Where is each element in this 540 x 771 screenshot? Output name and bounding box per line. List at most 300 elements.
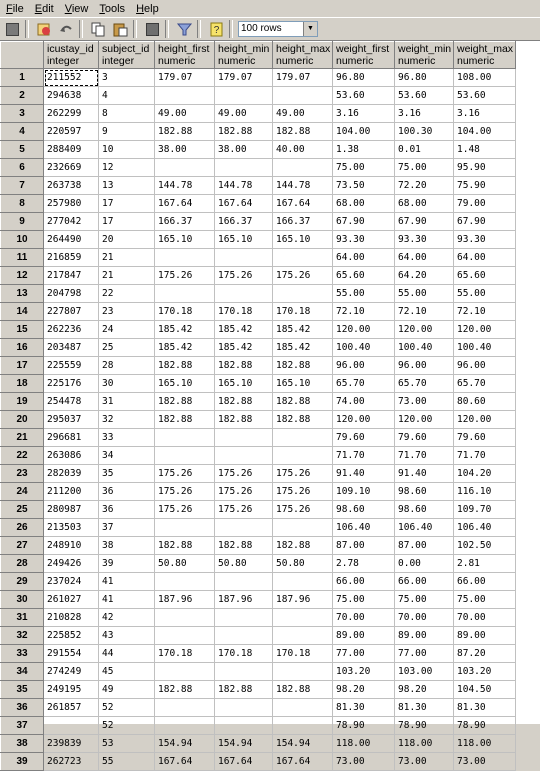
cell-weight-max[interactable]: 80.60 <box>454 393 516 411</box>
table-row[interactable] <box>1 465 516 483</box>
column-header-icustay-id[interactable] <box>44 42 99 69</box>
row-number[interactable]: 10 <box>1 231 44 249</box>
refresh-button[interactable] <box>34 20 54 38</box>
cell-weight-min[interactable]: 91.40 <box>395 465 454 483</box>
cell-weight-max[interactable]: 67.90 <box>454 213 516 231</box>
cell-weight-max[interactable]: 75.00 <box>454 591 516 609</box>
cell-subject-id[interactable]: 44 <box>99 645 155 663</box>
cell-subject-id[interactable]: 9 <box>99 123 155 141</box>
cell-icustay-id[interactable]: 203487 <box>44 339 99 357</box>
cell-height-max[interactable] <box>273 285 333 303</box>
table-row[interactable] <box>1 195 516 213</box>
copy-button[interactable] <box>88 20 108 38</box>
cell-icustay-id[interactable]: 254478 <box>44 393 99 411</box>
table-row[interactable] <box>1 231 516 249</box>
cell-weight-first[interactable]: 77.00 <box>333 645 395 663</box>
cell-weight-min[interactable]: 3.16 <box>395 105 454 123</box>
row-number[interactable]: 32 <box>1 627 44 645</box>
column-header-height-first[interactable] <box>155 42 215 69</box>
cell-height-min[interactable]: 182.88 <box>215 357 273 375</box>
cell-subject-id[interactable]: 41 <box>99 573 155 591</box>
cell-height-min[interactable]: 175.26 <box>215 267 273 285</box>
cell-weight-min[interactable]: 72.10 <box>395 303 454 321</box>
cell-height-min[interactable]: 49.00 <box>215 105 273 123</box>
cell-icustay-id[interactable]: 288409 <box>44 141 99 159</box>
cell-height-max[interactable]: 182.88 <box>273 123 333 141</box>
row-number[interactable]: 8 <box>1 195 44 213</box>
cell-weight-min[interactable]: 77.00 <box>395 645 454 663</box>
cell-weight-max[interactable]: 120.00 <box>454 411 516 429</box>
cell-height-max[interactable]: 175.26 <box>273 465 333 483</box>
menu-item-tools[interactable] <box>93 3 130 15</box>
cell-weight-max[interactable]: 79.60 <box>454 429 516 447</box>
cell-height-max[interactable]: 182.88 <box>273 537 333 555</box>
cell-height-first[interactable]: 165.10 <box>155 375 215 393</box>
table-row[interactable] <box>1 339 516 357</box>
cell-height-min[interactable]: 182.88 <box>215 123 273 141</box>
cell-height-min[interactable] <box>215 573 273 591</box>
cell-subject-id[interactable]: 36 <box>99 501 155 519</box>
cell-weight-max[interactable]: 95.90 <box>454 159 516 177</box>
table-row[interactable] <box>1 519 516 537</box>
cell-subject-id[interactable]: 24 <box>99 321 155 339</box>
cell-height-max[interactable]: 50.80 <box>273 555 333 573</box>
cell-height-min[interactable]: 175.26 <box>215 465 273 483</box>
cell-height-min[interactable]: 170.18 <box>215 303 273 321</box>
table-row[interactable] <box>1 663 516 681</box>
undo-button[interactable] <box>56 20 76 38</box>
cell-weight-max[interactable]: 104.50 <box>454 681 516 699</box>
cell-height-first[interactable]: 182.88 <box>155 123 215 141</box>
cell-height-min[interactable]: 50.80 <box>215 555 273 573</box>
cell-weight-max[interactable]: 81.30 <box>454 699 516 717</box>
cell-height-first[interactable]: 175.26 <box>155 483 215 501</box>
cell-height-first[interactable] <box>155 627 215 645</box>
cell-weight-max[interactable]: 102.50 <box>454 537 516 555</box>
row-number[interactable]: 19 <box>1 393 44 411</box>
cell-icustay-id[interactable]: 211200 <box>44 483 99 501</box>
cell-height-first[interactable]: 185.42 <box>155 321 215 339</box>
cell-subject-id[interactable]: 37 <box>99 519 155 537</box>
cell-weight-max[interactable]: 72.10 <box>454 303 516 321</box>
table-row[interactable] <box>1 267 516 285</box>
table-row[interactable] <box>1 717 516 735</box>
cell-weight-first[interactable]: 75.00 <box>333 159 395 177</box>
cell-height-min[interactable]: 182.88 <box>215 537 273 555</box>
row-number[interactable]: 18 <box>1 375 44 393</box>
cell-height-min[interactable]: 187.96 <box>215 591 273 609</box>
cell-height-max[interactable]: 185.42 <box>273 339 333 357</box>
cell-weight-min[interactable]: 73.00 <box>395 393 454 411</box>
cell-height-first[interactable]: 165.10 <box>155 231 215 249</box>
cell-weight-max[interactable]: 75.90 <box>454 177 516 195</box>
row-number[interactable]: 6 <box>1 159 44 177</box>
cell-icustay-id[interactable]: 248910 <box>44 537 99 555</box>
cell-height-max[interactable]: 144.78 <box>273 177 333 195</box>
table-row[interactable] <box>1 609 516 627</box>
row-number[interactable]: 7 <box>1 177 44 195</box>
cell-height-min[interactable]: 179.07 <box>215 69 273 87</box>
cell-weight-min[interactable]: 120.00 <box>395 321 454 339</box>
table-row[interactable] <box>1 645 516 663</box>
row-number[interactable]: 3 <box>1 105 44 123</box>
cell-height-min[interactable]: 175.26 <box>215 483 273 501</box>
cell-subject-id[interactable]: 35 <box>99 465 155 483</box>
cell-weight-max[interactable]: 70.00 <box>454 609 516 627</box>
table-row[interactable] <box>1 303 516 321</box>
cell-icustay-id[interactable]: 232669 <box>44 159 99 177</box>
cell-weight-first[interactable]: 78.90 <box>333 717 395 735</box>
cell-weight-max[interactable]: 73.00 <box>454 753 516 771</box>
cell-weight-max[interactable]: 116.10 <box>454 483 516 501</box>
cell-weight-first[interactable]: 81.30 <box>333 699 395 717</box>
cell-weight-min[interactable]: 118.00 <box>395 735 454 753</box>
table-row[interactable] <box>1 321 516 339</box>
cell-subject-id[interactable]: 30 <box>99 375 155 393</box>
row-number[interactable]: 20 <box>1 411 44 429</box>
cell-subject-id[interactable]: 38 <box>99 537 155 555</box>
cell-height-first[interactable]: 170.18 <box>155 303 215 321</box>
row-number[interactable]: 37 <box>1 717 44 735</box>
cell-height-max[interactable] <box>273 573 333 591</box>
table-row[interactable] <box>1 285 516 303</box>
menu-item-help[interactable] <box>130 3 164 15</box>
cell-height-max[interactable]: 182.88 <box>273 393 333 411</box>
cell-icustay-id[interactable]: 220597 <box>44 123 99 141</box>
cell-height-max[interactable]: 182.88 <box>273 357 333 375</box>
row-number[interactable]: 28 <box>1 555 44 573</box>
cell-weight-max[interactable]: 55.00 <box>454 285 516 303</box>
cell-weight-first[interactable]: 98.60 <box>333 501 395 519</box>
cell-height-min[interactable] <box>215 249 273 267</box>
cell-height-min[interactable]: 167.64 <box>215 753 273 771</box>
cell-height-first[interactable]: 182.88 <box>155 681 215 699</box>
cell-icustay-id[interactable]: 239839 <box>44 735 99 753</box>
cell-weight-first[interactable]: 74.00 <box>333 393 395 411</box>
row-number[interactable]: 11 <box>1 249 44 267</box>
cell-height-first[interactable] <box>155 699 215 717</box>
cell-height-max[interactable]: 165.10 <box>273 231 333 249</box>
cell-height-first[interactable]: 175.26 <box>155 267 215 285</box>
cell-icustay-id[interactable]: 204798 <box>44 285 99 303</box>
table-row[interactable] <box>1 537 516 555</box>
cell-weight-min[interactable]: 103.00 <box>395 663 454 681</box>
cell-weight-first[interactable]: 118.00 <box>333 735 395 753</box>
cell-weight-first[interactable]: 2.78 <box>333 555 395 573</box>
cell-weight-first[interactable]: 79.60 <box>333 429 395 447</box>
cell-weight-min[interactable]: 98.60 <box>395 483 454 501</box>
cell-weight-min[interactable]: 0.01 <box>395 141 454 159</box>
cell-icustay-id[interactable]: 261027 <box>44 591 99 609</box>
cell-weight-min[interactable]: 120.00 <box>395 411 454 429</box>
table-row[interactable] <box>1 177 516 195</box>
cell-height-max[interactable] <box>273 159 333 177</box>
cell-height-first[interactable]: 170.18 <box>155 645 215 663</box>
cell-height-min[interactable] <box>215 429 273 447</box>
cell-weight-first[interactable]: 64.00 <box>333 249 395 267</box>
cell-icustay-id[interactable]: 263738 <box>44 177 99 195</box>
cell-height-first[interactable]: 175.26 <box>155 501 215 519</box>
cell-weight-min[interactable]: 75.00 <box>395 591 454 609</box>
table-row[interactable] <box>1 681 516 699</box>
row-number[interactable]: 26 <box>1 519 44 537</box>
cell-height-first[interactable]: 182.88 <box>155 357 215 375</box>
cell-subject-id[interactable]: 12 <box>99 159 155 177</box>
cell-height-min[interactable]: 38.00 <box>215 141 273 159</box>
cell-weight-max[interactable]: 65.70 <box>454 375 516 393</box>
cell-subject-id[interactable]: 45 <box>99 663 155 681</box>
table-row[interactable] <box>1 69 516 87</box>
row-number[interactable]: 21 <box>1 429 44 447</box>
table-row[interactable] <box>1 501 516 519</box>
cell-height-first[interactable] <box>155 87 215 105</box>
cell-height-min[interactable]: 182.88 <box>215 393 273 411</box>
cell-weight-max[interactable]: 108.00 <box>454 69 516 87</box>
cell-height-min[interactable]: 165.10 <box>215 231 273 249</box>
cell-weight-min[interactable]: 87.00 <box>395 537 454 555</box>
table-row[interactable] <box>1 735 516 753</box>
cell-subject-id[interactable]: 17 <box>99 195 155 213</box>
cell-height-max[interactable]: 167.64 <box>273 195 333 213</box>
cell-weight-first[interactable]: 106.40 <box>333 519 395 537</box>
cell-weight-min[interactable]: 64.20 <box>395 267 454 285</box>
cell-weight-max[interactable]: 2.81 <box>454 555 516 573</box>
cell-weight-first[interactable]: 1.38 <box>333 141 395 159</box>
cell-subject-id[interactable]: 41 <box>99 591 155 609</box>
cell-weight-min[interactable]: 70.00 <box>395 609 454 627</box>
cell-weight-min[interactable]: 100.30 <box>395 123 454 141</box>
cell-icustay-id[interactable]: 249195 <box>44 681 99 699</box>
cell-weight-min[interactable]: 71.70 <box>395 447 454 465</box>
cell-weight-max[interactable]: 100.40 <box>454 339 516 357</box>
cell-height-min[interactable] <box>215 627 273 645</box>
cell-height-max[interactable]: 154.94 <box>273 735 333 753</box>
cell-subject-id[interactable]: 20 <box>99 231 155 249</box>
cell-icustay-id[interactable]: 277042 <box>44 213 99 231</box>
row-number[interactable]: 24 <box>1 483 44 501</box>
cell-height-first[interactable]: 182.88 <box>155 537 215 555</box>
cell-weight-max[interactable]: 64.00 <box>454 249 516 267</box>
cell-weight-max[interactable]: 104.20 <box>454 465 516 483</box>
cell-height-first[interactable]: 166.37 <box>155 213 215 231</box>
cell-subject-id[interactable]: 52 <box>99 699 155 717</box>
row-number[interactable]: 35 <box>1 681 44 699</box>
cell-weight-max[interactable]: 79.00 <box>454 195 516 213</box>
row-number[interactable]: 27 <box>1 537 44 555</box>
cell-weight-first[interactable]: 87.00 <box>333 537 395 555</box>
cell-height-first[interactable] <box>155 519 215 537</box>
row-number[interactable]: 38 <box>1 735 44 753</box>
cell-height-min[interactable] <box>215 717 273 735</box>
cell-height-first[interactable] <box>155 609 215 627</box>
cell-icustay-id[interactable]: 249426 <box>44 555 99 573</box>
cell-icustay-id[interactable]: 262723 <box>44 753 99 771</box>
cell-weight-min[interactable]: 100.40 <box>395 339 454 357</box>
cell-subject-id[interactable]: 4 <box>99 87 155 105</box>
cell-subject-id[interactable]: 55 <box>99 753 155 771</box>
cell-subject-id[interactable]: 49 <box>99 681 155 699</box>
cell-weight-min[interactable]: 98.20 <box>395 681 454 699</box>
column-header-subject-id[interactable] <box>99 42 155 69</box>
cell-height-first[interactable] <box>155 573 215 591</box>
table-row[interactable] <box>1 357 516 375</box>
cell-height-max[interactable]: 182.88 <box>273 681 333 699</box>
cell-weight-first[interactable]: 75.00 <box>333 591 395 609</box>
row-number[interactable]: 29 <box>1 573 44 591</box>
cell-weight-max[interactable]: 53.60 <box>454 87 516 105</box>
cell-weight-first[interactable]: 109.10 <box>333 483 395 501</box>
cell-height-first[interactable]: 49.00 <box>155 105 215 123</box>
cell-icustay-id[interactable]: 280987 <box>44 501 99 519</box>
row-number[interactable]: 25 <box>1 501 44 519</box>
table-row[interactable] <box>1 249 516 267</box>
cell-weight-min[interactable]: 65.70 <box>395 375 454 393</box>
cell-icustay-id[interactable]: 225176 <box>44 375 99 393</box>
cell-height-max[interactable]: 170.18 <box>273 645 333 663</box>
table-row[interactable] <box>1 213 516 231</box>
cell-height-first[interactable] <box>155 159 215 177</box>
cell-weight-min[interactable]: 55.00 <box>395 285 454 303</box>
cell-weight-max[interactable]: 87.20 <box>454 645 516 663</box>
cell-weight-first[interactable]: 53.60 <box>333 87 395 105</box>
cell-subject-id[interactable]: 28 <box>99 357 155 375</box>
row-number[interactable]: 36 <box>1 699 44 717</box>
cell-height-first[interactable]: 175.26 <box>155 465 215 483</box>
cell-height-max[interactable]: 179.07 <box>273 69 333 87</box>
column-header-height-min[interactable] <box>215 42 273 69</box>
cell-height-first[interactable]: 38.00 <box>155 141 215 159</box>
table-row[interactable] <box>1 411 516 429</box>
cell-weight-max[interactable]: 93.30 <box>454 231 516 249</box>
cell-subject-id[interactable]: 36 <box>99 483 155 501</box>
cell-weight-min[interactable]: 53.60 <box>395 87 454 105</box>
table-row[interactable] <box>1 699 516 717</box>
cell-weight-first[interactable]: 103.20 <box>333 663 395 681</box>
cell-height-first[interactable] <box>155 429 215 447</box>
cell-height-first[interactable]: 50.80 <box>155 555 215 573</box>
cell-weight-max[interactable]: 120.00 <box>454 321 516 339</box>
cell-height-max[interactable] <box>273 87 333 105</box>
cell-weight-first[interactable]: 100.40 <box>333 339 395 357</box>
row-limit-select[interactable] <box>238 21 318 37</box>
cell-height-min[interactable]: 144.78 <box>215 177 273 195</box>
cell-weight-first[interactable]: 96.80 <box>333 69 395 87</box>
cell-icustay-id[interactable]: 227807 <box>44 303 99 321</box>
filter-button[interactable] <box>174 20 194 38</box>
cell-weight-first[interactable]: 70.00 <box>333 609 395 627</box>
help-button[interactable] <box>206 20 226 38</box>
cell-weight-first[interactable]: 55.00 <box>333 285 395 303</box>
cell-height-max[interactable]: 49.00 <box>273 105 333 123</box>
cell-subject-id[interactable]: 3 <box>99 69 155 87</box>
cell-height-first[interactable]: 182.88 <box>155 411 215 429</box>
cell-height-first[interactable]: 187.96 <box>155 591 215 609</box>
column-header-weight-first[interactable] <box>333 42 395 69</box>
cell-height-min[interactable] <box>215 87 273 105</box>
table-row[interactable] <box>1 447 516 465</box>
cell-weight-min[interactable]: 93.30 <box>395 231 454 249</box>
cell-icustay-id[interactable]: 225852 <box>44 627 99 645</box>
cell-height-max[interactable]: 166.37 <box>273 213 333 231</box>
cell-height-max[interactable]: 175.26 <box>273 267 333 285</box>
cell-height-min[interactable]: 166.37 <box>215 213 273 231</box>
cell-height-min[interactable]: 170.18 <box>215 645 273 663</box>
grid-corner[interactable] <box>1 42 44 69</box>
cell-weight-min[interactable]: 68.00 <box>395 195 454 213</box>
cell-icustay-id[interactable]: 211552 <box>44 69 99 87</box>
row-number[interactable]: 33 <box>1 645 44 663</box>
table-row[interactable] <box>1 375 516 393</box>
cell-weight-first[interactable]: 3.16 <box>333 105 395 123</box>
cell-height-max[interactable]: 185.42 <box>273 321 333 339</box>
cell-height-max[interactable] <box>273 249 333 267</box>
row-number[interactable]: 13 <box>1 285 44 303</box>
table-row[interactable] <box>1 123 516 141</box>
cell-height-max[interactable]: 175.26 <box>273 483 333 501</box>
cell-height-max[interactable]: 170.18 <box>273 303 333 321</box>
cell-weight-max[interactable]: 109.70 <box>454 501 516 519</box>
cell-weight-first[interactable]: 89.00 <box>333 627 395 645</box>
row-number[interactable]: 34 <box>1 663 44 681</box>
cell-height-min[interactable] <box>215 663 273 681</box>
cell-subject-id[interactable]: 53 <box>99 735 155 753</box>
cell-height-max[interactable] <box>273 627 333 645</box>
cell-weight-min[interactable]: 96.00 <box>395 357 454 375</box>
cell-weight-min[interactable]: 106.40 <box>395 519 454 537</box>
cell-height-first[interactable]: 167.64 <box>155 753 215 771</box>
cell-height-max[interactable]: 182.88 <box>273 411 333 429</box>
cell-height-max[interactable]: 165.10 <box>273 375 333 393</box>
cell-weight-min[interactable]: 72.20 <box>395 177 454 195</box>
cell-height-max[interactable] <box>273 663 333 681</box>
cell-subject-id[interactable]: 23 <box>99 303 155 321</box>
cell-weight-max[interactable]: 103.20 <box>454 663 516 681</box>
cell-subject-id[interactable]: 8 <box>99 105 155 123</box>
cell-icustay-id[interactable]: 213503 <box>44 519 99 537</box>
row-number[interactable]: 12 <box>1 267 44 285</box>
cell-weight-min[interactable]: 73.00 <box>395 753 454 771</box>
cell-height-first[interactable]: 182.88 <box>155 393 215 411</box>
cell-weight-first[interactable]: 91.40 <box>333 465 395 483</box>
cell-subject-id[interactable]: 43 <box>99 627 155 645</box>
cell-subject-id[interactable]: 10 <box>99 141 155 159</box>
table-row[interactable] <box>1 483 516 501</box>
cell-height-min[interactable] <box>215 159 273 177</box>
cell-icustay-id[interactable]: 225559 <box>44 357 99 375</box>
cell-icustay-id[interactable]: 257980 <box>44 195 99 213</box>
column-header-height-max[interactable] <box>273 42 333 69</box>
cell-height-first[interactable]: 154.94 <box>155 735 215 753</box>
cell-height-min[interactable]: 185.42 <box>215 321 273 339</box>
cell-height-first[interactable] <box>155 249 215 267</box>
cell-height-max[interactable]: 175.26 <box>273 501 333 519</box>
cell-height-first[interactable]: 167.64 <box>155 195 215 213</box>
chevron-down-icon[interactable]: ▼ <box>303 22 317 36</box>
cell-subject-id[interactable]: 31 <box>99 393 155 411</box>
cell-icustay-id[interactable]: 261857 <box>44 699 99 717</box>
cell-height-first[interactable]: 179.07 <box>155 69 215 87</box>
cell-weight-first[interactable]: 66.00 <box>333 573 395 591</box>
cell-subject-id[interactable]: 21 <box>99 249 155 267</box>
cell-weight-max[interactable]: 78.90 <box>454 717 516 735</box>
cell-icustay-id[interactable]: 210828 <box>44 609 99 627</box>
cell-icustay-id[interactable]: 217847 <box>44 267 99 285</box>
cell-height-min[interactable] <box>215 609 273 627</box>
cell-height-min[interactable]: 185.42 <box>215 339 273 357</box>
cell-weight-first[interactable]: 65.70 <box>333 375 395 393</box>
menu-item-view[interactable] <box>59 3 94 15</box>
cell-icustay-id[interactable] <box>44 717 99 735</box>
